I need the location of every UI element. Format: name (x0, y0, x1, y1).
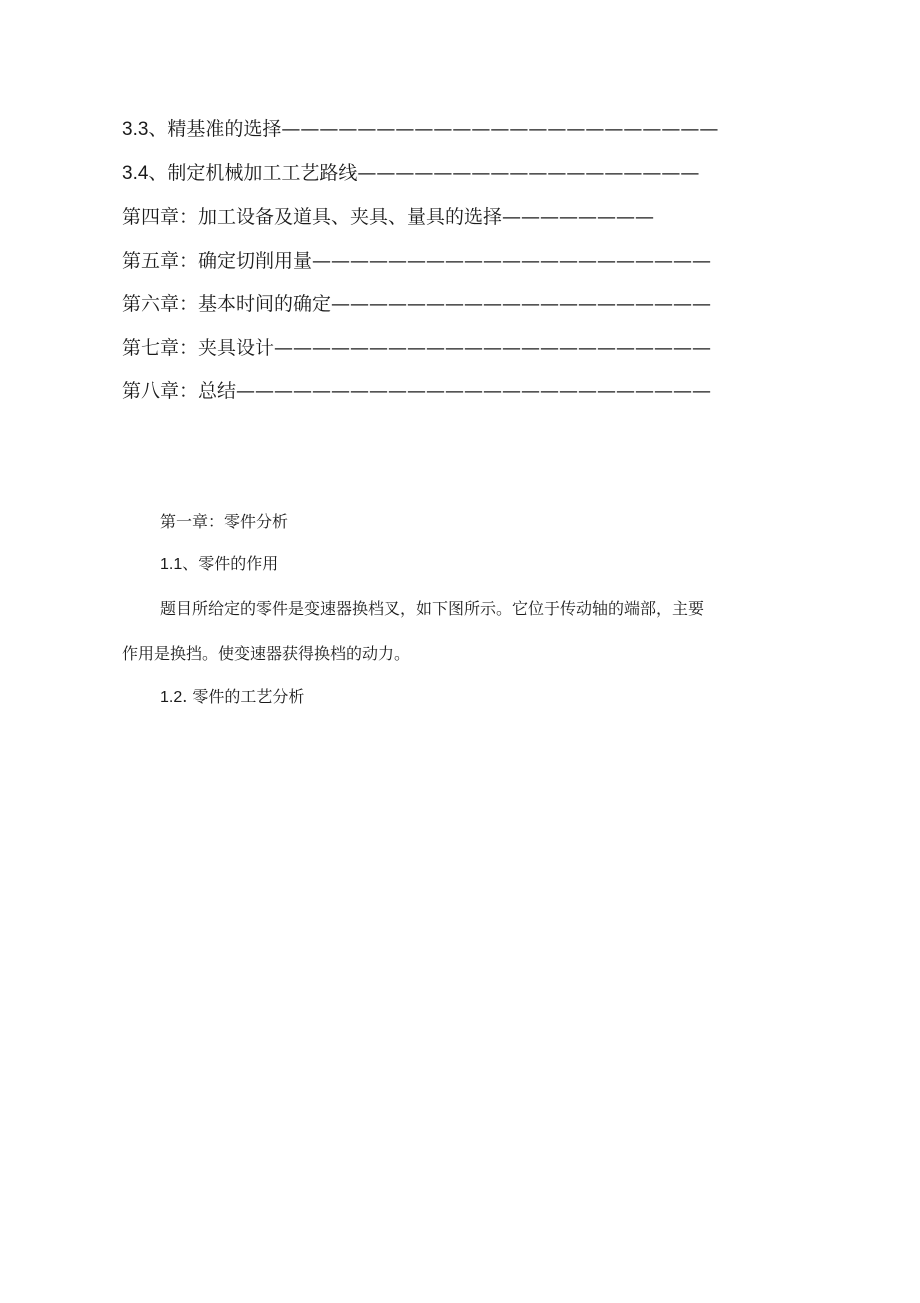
section-heading-1-1 (160, 553, 278, 576)
toc-item-3-3 (122, 117, 718, 142)
chapter-title: 第一章：零件分析 (160, 512, 289, 531)
paragraph-line-1: 题目所给定的零件是变速器换档叉，如下图所示。它位于传动轴的端部，主要 (160, 599, 705, 618)
section-number: 1.1 (160, 556, 183, 573)
toc-item-text: 第五章：确定切削用量————————————————————— (122, 250, 712, 272)
paragraph-line-2: 作用是换挡。使变速器获得换档的动力。 (122, 644, 411, 663)
toc-item-text: 、精基准的选择——————————————————————— (148, 118, 719, 140)
toc-item-chapter-6 (122, 292, 711, 316)
toc-item-text: 第八章：总结————————————————————————— (122, 380, 712, 402)
toc-item-text: 、制定机械加工工艺路线—————————————————— (148, 162, 700, 184)
section-heading-1-2 (160, 686, 304, 709)
toc-item-chapter-4 (122, 205, 654, 229)
toc-item-text: 第四章：加工设备及道具、夹具、量具的选择———————— (122, 206, 655, 228)
toc-item-text: 第七章：夹具设计——————————————————————— (122, 337, 712, 359)
section-title: . 零件的工艺分析 (182, 687, 305, 706)
section-number: 1.2 (160, 689, 183, 706)
toc-item-number: 3.3 (122, 119, 149, 140)
toc-item-chapter-8 (122, 379, 711, 403)
section-title: 、零件的作用 (182, 554, 279, 573)
toc-item-3-4 (122, 161, 699, 186)
toc-item-text: 第六章：基本时间的确定———————————————————— (122, 293, 712, 315)
toc-item-chapter-5 (122, 249, 711, 273)
toc-item-chapter-7 (122, 336, 711, 360)
toc-item-number: 3.4 (122, 163, 149, 184)
